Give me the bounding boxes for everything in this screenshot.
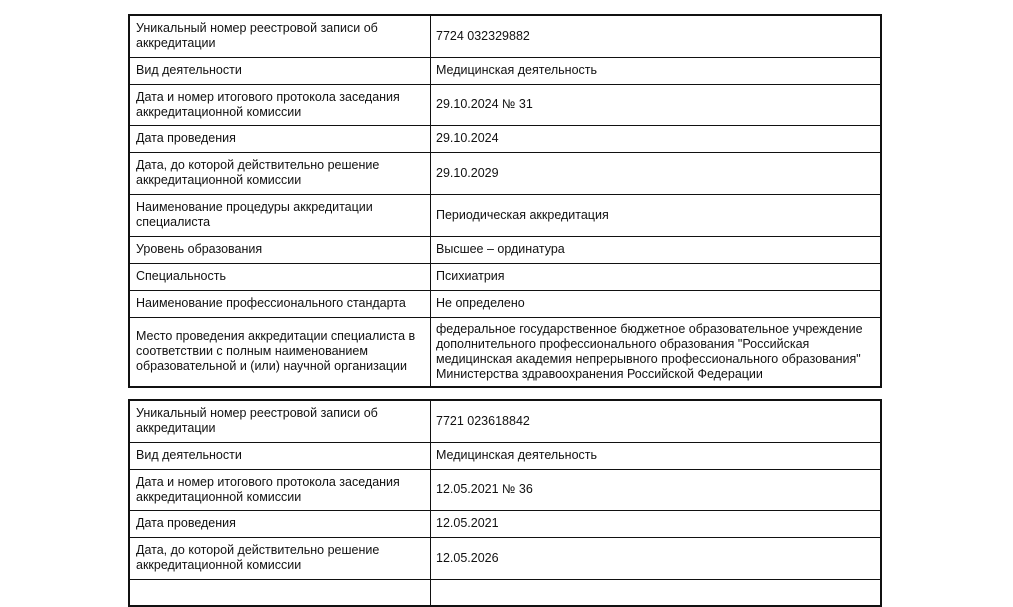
row-value: Не определено [431, 290, 882, 317]
row-label: Вид деятельности [129, 442, 431, 469]
table-row [129, 194, 881, 236]
row-label: Дата и номер итогового протокола заседания аккредитационной комиссии [129, 469, 431, 510]
table-row [129, 579, 881, 606]
table-row [129, 125, 881, 152]
row-label: Наименование процедуры аккредитации специалиста [129, 194, 431, 236]
row-label: Дата, до которой действительно решение аккредитационной комиссии [129, 537, 431, 579]
row-label: Специальность [129, 263, 431, 290]
table-row [129, 152, 881, 194]
row-value: 29.10.2024 № 31 [431, 84, 882, 125]
row-value: Периодическая аккредитация [431, 194, 882, 236]
row-value: 29.10.2024 [431, 125, 882, 152]
row-value: 12.05.2026 [431, 537, 882, 579]
table-row [129, 442, 881, 469]
table-row [129, 263, 881, 290]
table-row [129, 317, 881, 387]
table-row [129, 84, 881, 125]
table-row [129, 400, 881, 442]
row-label: Дата, до которой действительно решение аккредитационной комиссии [129, 152, 431, 194]
accreditation-record-table [128, 399, 882, 607]
table-row [129, 290, 881, 317]
accreditation-record-table [128, 14, 882, 388]
row-label: Вид деятельности [129, 57, 431, 84]
row-label: Уникальный номер реестровой записи об аккредитации [129, 400, 431, 442]
row-label: Дата и номер итогового протокола заседания аккредитационной комиссии [129, 84, 431, 125]
table-row [129, 510, 881, 537]
row-value: Медицинская деятельность [431, 57, 882, 84]
row-value: 7724 032329882 [431, 15, 882, 57]
row-label: Дата проведения [129, 125, 431, 152]
row-label: Уникальный номер реестровой записи об аккредитации [129, 15, 431, 57]
row-label [129, 579, 431, 606]
row-value: 7721 023618842 [431, 400, 882, 442]
table-row [129, 537, 881, 579]
table-row [129, 15, 881, 57]
row-value: 29.10.2029 [431, 152, 882, 194]
row-value: 12.05.2021 [431, 510, 882, 537]
table-row [129, 469, 881, 510]
row-value: 12.05.2021 № 36 [431, 469, 882, 510]
row-label: Наименование профессионального стандарта [129, 290, 431, 317]
row-value: Медицинская деятельность [431, 442, 882, 469]
row-value: Психиатрия [431, 263, 882, 290]
row-value: федеральное государственное бюджетное образовательное учреждение дополнительного профессионального образования "Российская медицинская академия непрерывного профессионального образования" Министерства здравоохранения Российской Федерации [431, 317, 882, 387]
row-label: Уровень образования [129, 236, 431, 263]
table-row [129, 57, 881, 84]
table-row [129, 236, 881, 263]
row-label: Дата проведения [129, 510, 431, 537]
row-value: Высшее – ординатура [431, 236, 882, 263]
row-value [431, 579, 882, 606]
row-label: Место проведения аккредитации специалиста в соответствии с полным наименованием образовательной и (или) научной организации [129, 317, 431, 387]
